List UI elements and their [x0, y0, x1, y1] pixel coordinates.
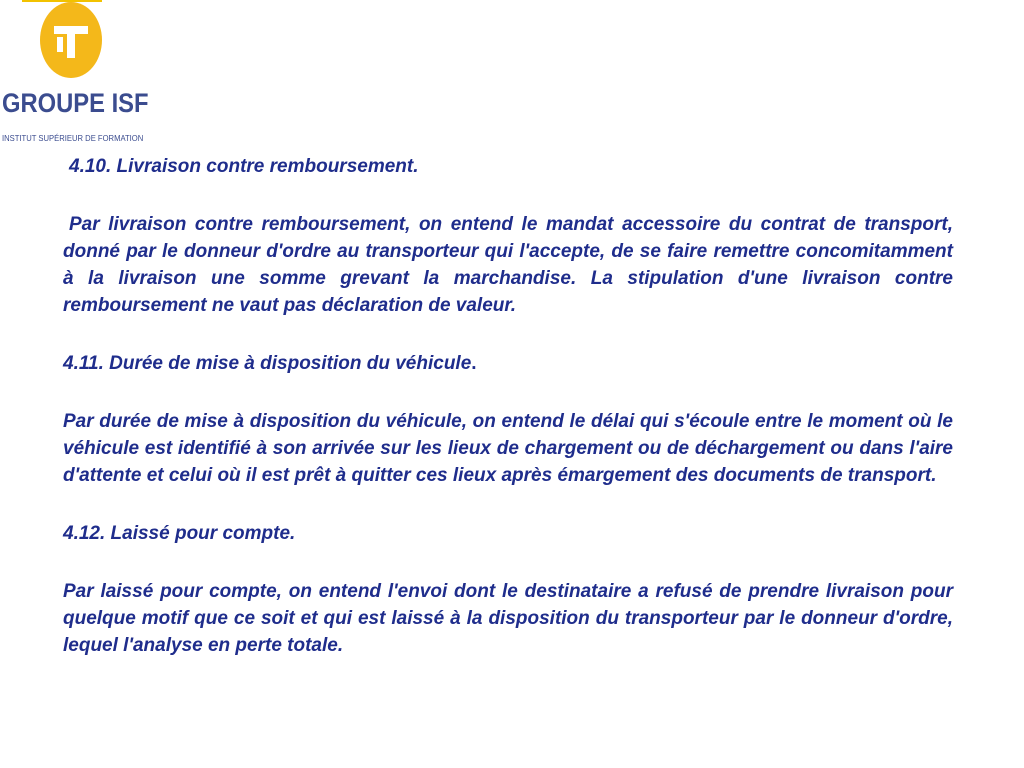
logo-emblem: [40, 2, 102, 78]
logo-wordmark: GROUPE ISF: [2, 88, 149, 118]
section-heading-4-12: 4.12. Laissé pour compte.: [63, 523, 296, 544]
section-heading-4-11-suffix: .: [471, 353, 477, 374]
section-heading-4-11-text: 4.11. Durée de mise à disposition du véhicule: [63, 353, 472, 374]
logo-subtitle: INSTITUT SUPÉRIEUR DE FORMATION: [2, 133, 144, 143]
groupe-isf-logo: [0, 0, 150, 148]
section-heading-4-10: 4.10. Livraison contre remboursement.: [69, 156, 419, 177]
section-heading-4-11: [63, 350, 953, 377]
section-body-4-11: Par durée de mise à disposition du véhicule, on entend le délai qui s'écoule entre le moment où le véhicule est identifié à son arrivée sur les lieux de chargement ou de déchargement ou dans l'aire d'attente et celui où il est prêt à quitter ces lieux après émargement des documents de transport.: [63, 411, 953, 486]
document-body: [63, 153, 953, 690]
section-body-4-10: Par livraison contre remboursement, on entend le mandat accessoire du contrat de transport, donné par le donneur d'ordre au transporteur qui l'accepte, de se faire remettre concomitamment à la livraison une somme grevant la marchandise. La stipulation d'une livraison contre remboursement ne vaut pas déclaration de valeur.: [63, 214, 953, 316]
section-body-4-12: Par laissé pour compte, on entend l'envoi dont le destinataire a refusé de prendre livraison pour quelque motif que ce soit et qui est laissé à la disposition du transporteur par le donneur d'ordre, lequel l'analyse en perte totale.: [63, 581, 953, 656]
logo-emblem-icon: [40, 2, 102, 78]
